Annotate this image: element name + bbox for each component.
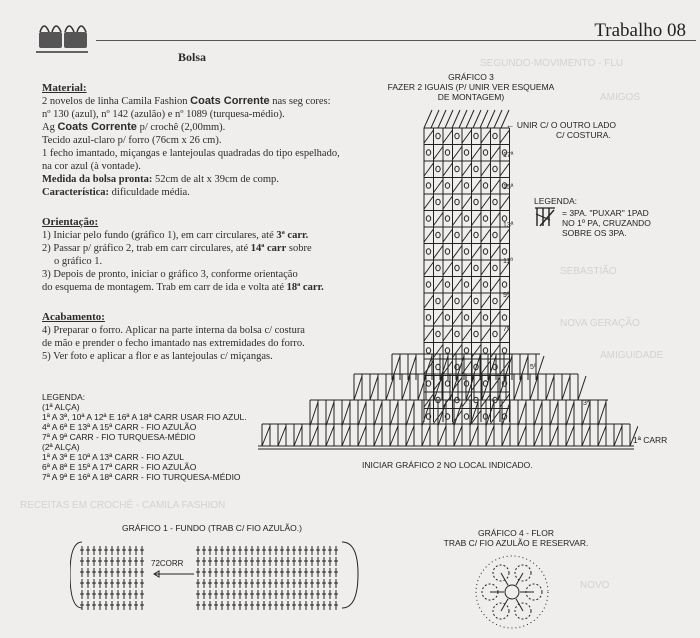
cluster-stroke <box>443 262 453 275</box>
chart4-heading <box>436 528 596 548</box>
cluster-stroke <box>462 163 472 176</box>
bag-logo-icon <box>36 14 88 59</box>
cluster-stroke <box>424 163 434 176</box>
cluster-stroke <box>491 246 501 259</box>
row-label-3: 3ª <box>583 400 590 407</box>
handles-legend-line: 7ª A 9ª CARR - FIO TURQUESA-MÉDIO <box>42 432 196 442</box>
row-label-17: 17ª <box>503 152 514 159</box>
cluster-stroke <box>491 213 501 226</box>
row-label-11: 11ª <box>503 258 513 265</box>
shoulder-cross <box>530 376 538 400</box>
chain-stitch <box>502 249 506 255</box>
chain-stitch <box>445 249 449 255</box>
chain-stitch <box>493 232 497 238</box>
cluster-stroke <box>491 312 501 325</box>
handles-legend-line: 7ª A 9ª E 16ª A 18ª CARR - FIO TURQUESA-MÉDIO <box>42 472 241 482</box>
chain-stitch <box>464 216 468 222</box>
brand-name-2: Coats Corrente <box>57 121 137 133</box>
join-diagonal <box>480 110 488 128</box>
join-diagonal <box>459 110 467 128</box>
shoulder-cross <box>534 426 542 446</box>
material-line2: nº 130 (azul), nº 142 (azulão) e nº 1089 (turquesa-médio). <box>42 109 285 120</box>
material-line3b: p/ crochê (2,00mm). <box>139 122 226 133</box>
handles-legend-line: 4ª A 6ª E 13ª A 15ª CARR - FIO AZULÃO <box>42 422 197 432</box>
chain-stitch <box>445 150 449 156</box>
cluster-stroke <box>472 246 482 259</box>
cluster-stroke <box>434 312 444 325</box>
difficulty-label: Característica: <box>42 187 110 198</box>
shoulder-cross <box>386 376 394 400</box>
chain-stitch <box>455 166 459 172</box>
cluster-stroke <box>443 130 453 143</box>
cluster-stroke <box>491 279 501 292</box>
chain-stitch <box>493 265 497 271</box>
chain-stitch <box>455 199 459 205</box>
shoulder-cross <box>310 402 318 426</box>
step2-tail: sobre <box>288 243 312 254</box>
shoulder-cross <box>278 426 286 446</box>
shoulder-cross <box>370 376 378 400</box>
chain-stitch <box>455 331 459 337</box>
join-diagonal <box>494 110 502 128</box>
chain-stitch <box>426 348 430 354</box>
cluster-stroke <box>462 196 472 209</box>
shoulder-cross <box>342 426 350 446</box>
shoulder-cross <box>262 426 270 446</box>
join-diagonal <box>445 110 453 128</box>
shoulder-cross <box>294 426 302 446</box>
cluster-stroke <box>434 213 444 226</box>
join-diagonal <box>487 110 495 128</box>
shoulder-cross <box>358 402 366 426</box>
chart3-title: GRÁFICO 3 <box>448 72 494 82</box>
orientation-heading: Orientação: <box>42 216 99 228</box>
chain-stitch <box>464 315 468 321</box>
step3-bold: 18ª carr. <box>286 282 324 293</box>
shoulder-cross <box>390 402 398 426</box>
chart4-flower-diagram <box>470 552 554 632</box>
shoulder-cross <box>514 376 522 400</box>
petal-spoke <box>516 599 523 611</box>
shoulder-cross <box>406 426 414 446</box>
cluster-stroke <box>462 130 472 143</box>
shoulder-cross <box>498 376 506 400</box>
shoulder-cross <box>418 376 426 400</box>
chain-stitch <box>464 414 468 420</box>
cluster-stroke <box>453 213 463 226</box>
chain-stitch <box>483 216 487 222</box>
shoulder-cross <box>422 426 430 446</box>
chart1-chain-label: 72CORR <box>151 559 184 568</box>
shoulder-cross <box>518 426 526 446</box>
petal-spoke <box>516 573 523 585</box>
join-diagonal <box>466 110 474 128</box>
shoulder-cross <box>518 402 526 426</box>
join-note-2: C/ COSTURA. <box>556 130 611 140</box>
row-label-15: 15ª <box>503 184 514 191</box>
cluster-stroke <box>472 279 482 292</box>
shoulder-cross <box>326 402 334 426</box>
section-title: Bolsa <box>178 50 207 64</box>
material-heading: Material: <box>42 82 87 94</box>
chain-stitch <box>426 282 430 288</box>
shoulder-cross <box>438 426 446 446</box>
cluster-stroke <box>453 147 463 160</box>
chain-stitch <box>445 282 449 288</box>
cluster-stroke <box>481 262 491 275</box>
cluster-stroke <box>500 295 510 308</box>
chart4-subtitle: TRAB C/ FIO AZULÃO E RESERVAR. <box>443 538 589 548</box>
petal-spoke <box>501 573 508 585</box>
step2-text: 2) Passar p/ gráfico 2, trab em carr circulares, até <box>42 243 249 254</box>
cluster-stroke <box>500 262 510 275</box>
shoulder-cross <box>374 402 382 426</box>
row-label-7: 7ª <box>503 326 510 333</box>
shoulder-cross <box>486 426 494 446</box>
shoulder-cross <box>424 356 432 380</box>
cluster-stroke <box>443 163 453 176</box>
chain-stitch <box>436 133 440 139</box>
cluster-stroke <box>424 262 434 275</box>
cluster-stroke <box>481 295 491 308</box>
shoulder-cross <box>582 402 590 426</box>
shoulder-cross <box>562 376 570 400</box>
shoulder-cross <box>472 356 480 380</box>
chain-stitch <box>455 232 459 238</box>
cluster-stroke <box>500 163 510 176</box>
chain-stitch <box>483 150 487 156</box>
cluster-stroke <box>453 279 463 292</box>
chain-stitch <box>436 199 440 205</box>
chain-stitch <box>483 348 487 354</box>
material-line3a: Ag <box>42 122 55 133</box>
shoulder-cross <box>582 426 590 446</box>
shoulder-cross <box>598 402 606 426</box>
shoulder-cross <box>520 356 528 380</box>
chain-stitch <box>464 249 468 255</box>
shoulder-cross <box>550 426 558 446</box>
shoulder-cross <box>546 376 554 400</box>
handles-legend-line: 1ª A 3ª E 10ª A 13ª CARR - FIO AZUL <box>42 452 185 462</box>
chart3-legend-2: NO 1º PA, CRUZANDO <box>562 218 651 228</box>
brand-name: Coats Corrente <box>190 95 270 107</box>
chain-stitch <box>483 183 487 189</box>
finishing-heading: Acabamento: <box>42 311 105 323</box>
chart3-heading <box>366 72 576 102</box>
chain-stitch <box>502 348 506 354</box>
shoulder-cross <box>374 426 382 446</box>
cluster-stroke <box>424 229 434 242</box>
shoulder-cross <box>614 426 622 446</box>
chain-stitch <box>464 183 468 189</box>
chain-stitch <box>436 232 440 238</box>
chain-stitch <box>426 183 430 189</box>
chain-stitch <box>455 133 459 139</box>
chain-stitch <box>493 133 497 139</box>
chain-stitch <box>502 282 506 288</box>
chain-stitch <box>474 265 478 271</box>
chain-stitch <box>426 249 430 255</box>
shoulder-cross <box>310 426 318 446</box>
shoulder-cross <box>454 426 462 446</box>
chain-stitch <box>426 150 430 156</box>
shoulder-cross <box>392 356 400 380</box>
shoulder-cross <box>456 356 464 380</box>
handles-legend-line: (1ª ALÇA) <box>42 402 80 412</box>
cluster-stroke <box>491 411 501 424</box>
step2-bold: 14ª carr <box>250 243 287 254</box>
chain-stitch <box>445 348 449 354</box>
shoulder-cross <box>566 402 574 426</box>
cluster-stroke <box>481 328 491 341</box>
cluster-stroke <box>434 279 444 292</box>
cluster-stroke <box>491 147 501 160</box>
shoulder-cross <box>534 402 542 426</box>
row-label-5: 5ª <box>530 364 537 371</box>
shoulder-cross <box>630 426 638 446</box>
shoulder-cross <box>406 402 414 426</box>
chain-stitch <box>483 315 487 321</box>
join-diagonal <box>424 110 432 128</box>
shoulder-cross <box>488 356 496 380</box>
size-label: Medida da bolsa pronta: <box>42 174 153 185</box>
cluster-stroke <box>462 361 472 374</box>
flower-center <box>505 585 519 599</box>
right-curve <box>342 542 358 608</box>
shoulder-cross <box>408 356 416 380</box>
cluster-stroke <box>434 147 444 160</box>
cluster-stroke <box>500 229 510 242</box>
handles-legend-line: (2ª ALÇA) <box>42 442 80 452</box>
cluster-stroke <box>472 147 482 160</box>
cluster-stroke <box>500 328 510 341</box>
cluster-stroke <box>472 213 482 226</box>
cluster-stroke <box>481 130 491 143</box>
chain-stitch <box>436 166 440 172</box>
chain-stitch <box>436 298 440 304</box>
chart4-title: GRÁFICO 4 - FLOR <box>477 528 555 538</box>
chain-stitch <box>474 166 478 172</box>
cluster-stroke <box>434 345 444 358</box>
step5-text: 5) Ver foto e aplicar a flor e as lantejoulas c/ miçangas. <box>42 351 273 362</box>
chain-stitch <box>464 150 468 156</box>
petal-spoke <box>501 599 508 611</box>
join-note-1: UNIR C/ O OUTRO LADO <box>516 120 617 130</box>
shoulder-cross <box>502 426 510 446</box>
chart3-start-note: INICIAR GRÁFICO 2 NO LOCAL INDICADO. <box>362 460 533 470</box>
material-line1b: nas seg cores: <box>272 96 331 107</box>
flower-outline <box>476 556 548 628</box>
shoulder-cross <box>390 426 398 446</box>
cluster-stroke <box>481 229 491 242</box>
cluster-stroke <box>434 246 444 259</box>
cluster-stroke <box>462 262 472 275</box>
cluster-stroke <box>453 180 463 193</box>
shoulder-cross <box>470 426 478 446</box>
chart3-legend-3: SOBRE OS 3PA. <box>562 228 627 238</box>
chain-stitch <box>493 166 497 172</box>
chain-stitch <box>445 216 449 222</box>
magazine-page: SEGUNDO-MOVIMENTO - FLU AMIGOS SEBASTIÃO NOVA GERAÇÃO AMIGUIDADE RECEITAS EM CROCHÊ - CAMILA FASHION NOVO Trabalho 08 Bolsa Material: 2 novelos de linha Camila Fashion Coats Corrente nas seg cores: nº 130 (azul), nº 142 (azulão) e nº 1089 (turquesa-médio). Ag Coats Corrente p/ crochê (2,00mm). Tecido azul-claro p/ forro (76cm x 26 cm). 1 fecho imantado, miçangas e lantejoulas quadradas do tipo espelhado, na cor azul (à vontade). Medida da bolsa pronta: 52cm de alt x 39cm de comp. Característica: dificuldade média. Orientação: 1) Iniciar pelo fundo (gráfico 1), em carr circulares, até 3ª carr. 2) Passar p/ gráfico 2, trab em carr circulares, até 14ª carr sobre o gráfico 1. 3) Depois de pronto, iniciar o gráfico 3, conforme orientação do esquema de montagem. Trab em carr de ida e volta até 18ª carr. Acabamento: 4) Preparar o forro. Aplicar na parte interna da bolsa c/ costura de mão e prender o fecho imantado nas extremidades do forro. 5) Ver foto e aplicar a flor e as lantejoulas c/ miçangas. LEGENDA: (1ª ALÇA) 1ª A 3ª, 10ª A 12ª E 16ª A 18ª CARR USAR FIO AZUL. 4ª A 6ª E 13ª A 15ª CARR - FIO AZULÃO 7ª A 9ª CARR - FIO TURQUESA-MÉDIO (2ª ALÇA) 1ª A 3ª E 10ª A 13ª CARR - FIO AZUL 6ª A 8ª E 15ª A 17ª CARR - FIO AZULÃO 7ª A 9ª E 16ª A 18ª CARR - FIO TURQUESA-MÉDIO GRÁFICO 3 FAZER 2 IGUAIS (P/ UNIR VER ESQUEMA DE MONTAGEM) ← UNIR C/ O OUTRO LADO C/ COSTURA. LEGENDA: = 3PA. "PUXAR" 1PAD NO 1º PA, CRUZANDO SOBRE OS 3PA. 17ª 15ª 13ª 11ª 9ª 7ª 5ª 3ª 1ª CARR INICIAR GRÁFICO 2 NO LOCAL INDICADO. GRÁFICO 1 - FUNDO (TRAB C/ FIO AZULÃO.) 72CORR GRÁFICO 4 - FLOR TRAB C/ FIO AZULÃO E RESERVAR. <box>0 0 700 638</box>
cluster-stroke <box>491 345 501 358</box>
chain-stitch <box>455 265 459 271</box>
left-arrow-icon: ← <box>506 120 515 130</box>
chart1-diagram <box>70 534 360 618</box>
shoulder-cross <box>566 426 574 446</box>
cluster-stroke <box>481 163 491 176</box>
cluster-stroke <box>424 130 434 143</box>
chain-stitch <box>464 348 468 354</box>
shoulder-cross <box>550 402 558 426</box>
handles-legend <box>42 392 272 482</box>
chain-stitch <box>445 183 449 189</box>
cluster-stroke <box>462 328 472 341</box>
chart3-legend-title: LEGENDA: <box>534 196 577 206</box>
cluster-stroke <box>453 312 463 325</box>
cluster-stroke <box>453 345 463 358</box>
cluster-stroke <box>453 246 463 259</box>
join-diagonal <box>431 110 439 128</box>
join-diagonal <box>438 110 446 128</box>
chart1-title: GRÁFICO 1 - FUNDO (TRAB C/ FIO AZULÃO.) <box>122 523 302 533</box>
chain-stitch <box>426 216 430 222</box>
cluster-stroke <box>424 295 434 308</box>
cluster-stroke <box>443 328 453 341</box>
chain-stitch <box>483 249 487 255</box>
chain-stitch <box>502 216 506 222</box>
shoulder-cross <box>454 402 462 426</box>
chain-stitch <box>493 199 497 205</box>
step3-text: 3) Depois de pronto, iniciar o gráfico 3, conforme orientação <box>42 269 298 280</box>
chart3-legend-1: = 3PA. "PUXAR" 1PAD <box>562 208 649 218</box>
chart3-subtitle1: FAZER 2 IGUAIS (P/ UNIR VER ESQUEMA <box>387 82 555 92</box>
chain-stitch <box>474 232 478 238</box>
shoulder-cross <box>438 402 446 426</box>
handles-legend-line: 6ª A 8ª E 15ª A 17ª CARR - FIO AZULÃO <box>42 462 197 472</box>
shoulder-cross <box>536 356 544 380</box>
size-value: 52cm de alt x 39cm de comp. <box>155 174 279 185</box>
chain-stitch <box>474 199 478 205</box>
cluster-stroke <box>491 180 501 193</box>
chain-stitch <box>483 282 487 288</box>
chain-stitch <box>455 298 459 304</box>
cluster-stroke <box>472 312 482 325</box>
shoulder-cross <box>578 376 586 400</box>
cluster-stroke <box>443 196 453 209</box>
shoulder-cross <box>358 426 366 446</box>
chain-stitch <box>502 315 506 321</box>
chain-stitch <box>464 282 468 288</box>
step2-cont: o gráfico 1. <box>54 256 103 267</box>
join-diagonal <box>473 110 481 128</box>
cluster-stroke <box>443 295 453 308</box>
step4-cont: de mão e prender o fecho imantado nas extremidades do forro. <box>42 338 305 349</box>
handles-legend-title: LEGENDA: <box>42 392 85 402</box>
title-rule <box>96 40 696 41</box>
shoulder-cross <box>342 402 350 426</box>
handles-legend-line: 1ª A 3ª, 10ª A 12ª E 16ª A 18ª CARR USAR FIO AZUL. <box>42 412 247 422</box>
chain-stitch <box>502 150 506 156</box>
cluster-stroke <box>424 328 434 341</box>
shoulder-cross <box>326 426 334 446</box>
step4-text: 4) Preparar o forro. Aplicar na parte interna da bolsa c/ costura <box>42 325 305 336</box>
chart3-subtitle2: DE MONTAGEM) <box>437 92 505 102</box>
chain-stitch <box>474 133 478 139</box>
material-line6: na cor azul (à vontade). <box>42 161 141 172</box>
chain-stitch <box>426 381 430 387</box>
material-line5: 1 fecho imantado, miçangas e lantejoulas quadradas do tipo espelhado, <box>42 148 340 159</box>
cluster-stroke <box>500 196 510 209</box>
chain-stitch <box>493 331 497 337</box>
row-label-9: 9ª <box>503 292 510 299</box>
difficulty-value: dificuldade média. <box>111 187 190 198</box>
shoulder-cross <box>450 376 458 400</box>
chain-stitch <box>455 364 459 370</box>
chain-stitch <box>426 315 430 321</box>
cluster-stroke <box>462 295 472 308</box>
cluster-stroke <box>481 361 491 374</box>
cluster-stroke <box>472 180 482 193</box>
shoulder-cross <box>598 426 606 446</box>
shoulder-cross <box>402 376 410 400</box>
chain-stitch <box>493 298 497 304</box>
step1-bold: 3ª carr. <box>276 230 309 241</box>
chain-stitch <box>474 298 478 304</box>
cluster-stroke <box>434 180 444 193</box>
row-label-1: 1ª CARR <box>633 435 668 445</box>
step3-cont: do esquema de montagem. Trab em carr de ida e volta até <box>42 282 285 293</box>
chain-stitch <box>445 315 449 321</box>
join-diagonal <box>501 110 509 128</box>
cluster-stroke <box>424 196 434 209</box>
shoulder-cross <box>354 376 362 400</box>
cluster-stroke <box>462 229 472 242</box>
chain-stitch <box>502 183 506 189</box>
cluster-stroke <box>481 196 491 209</box>
cluster-stroke <box>491 378 501 391</box>
page-title: Trabalho 08 <box>594 20 686 41</box>
chart3-diagram <box>258 104 638 454</box>
chain-stitch <box>474 331 478 337</box>
cluster-stroke <box>443 229 453 242</box>
left-curve <box>70 542 82 608</box>
material-line4: Tecido azul-claro p/ forro (76cm x 26 cm). <box>42 135 222 146</box>
shoulder-cross <box>504 356 512 380</box>
step1-text: 1) Iniciar pelo fundo (gráfico 1), em carr circulares, até <box>42 230 274 241</box>
row-label-13: 13ª <box>503 222 514 229</box>
chain-stitch <box>436 331 440 337</box>
join-diagonal <box>452 110 460 128</box>
material-line1a: 2 novelos de linha Camila Fashion <box>42 96 188 107</box>
cluster-stroke <box>500 130 510 143</box>
chain-stitch <box>436 265 440 271</box>
chain-stitch <box>445 381 449 387</box>
